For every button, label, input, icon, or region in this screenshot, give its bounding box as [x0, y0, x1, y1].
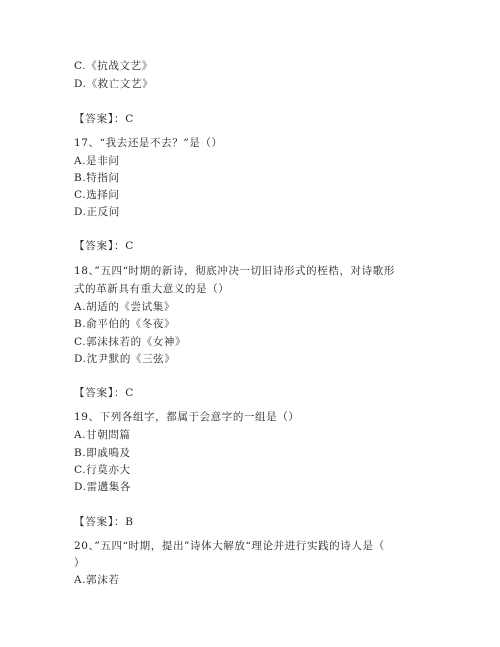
option-c: C.《抗战文艺》 — [74, 60, 153, 72]
option-c: C.郭沫抹若的《女神》 — [74, 336, 187, 348]
option-a: A.胡适的《尝试集》 — [74, 301, 175, 313]
option-a: A.是非问 — [74, 155, 120, 167]
option-d: D.沈尹默的《三弦》 — [74, 353, 176, 365]
option-c: C.选择问 — [74, 189, 120, 201]
answer-line: 【答案】：C — [74, 113, 135, 125]
option-a: A.郭沫若 — [74, 574, 120, 586]
question-17-stem: 17、“我去还是不去？”是（） — [74, 137, 223, 149]
answer-line: 【答案】：B — [74, 516, 134, 528]
question-18-stem-line-2: 式的革新具有重大意义的是（） — [74, 283, 230, 295]
option-d: D.《救亡文艺》 — [74, 78, 154, 90]
question-20-stem-line-2: ） — [74, 557, 86, 569]
option-b: B.俞平伯的《冬夜》 — [74, 318, 176, 330]
option-b: B.特指问 — [74, 172, 120, 184]
answer-line: 【答案】：C — [74, 387, 135, 399]
option-c: C.行莫亦大 — [74, 464, 131, 476]
option-d: D.正反问 — [74, 206, 120, 218]
question-20-stem-line-1: 20、”五四“时期，提出”诗体大解放“理论并进行实践的诗人是（ — [74, 540, 385, 552]
option-b: B.即戚鳴及 — [74, 447, 131, 459]
option-a: A.甘朝問篇 — [74, 429, 131, 441]
option-d: D.雷遘集各 — [74, 481, 131, 493]
question-19-stem: 19、下列各组字，都属于会意字的一组是（） — [74, 411, 300, 423]
question-18-stem-line-1: 18、”五四“时期的新诗，彻底冲决一切旧诗形式的桎梏，对诗歌形 — [74, 265, 395, 277]
answer-line: 【答案】：C — [74, 240, 135, 252]
